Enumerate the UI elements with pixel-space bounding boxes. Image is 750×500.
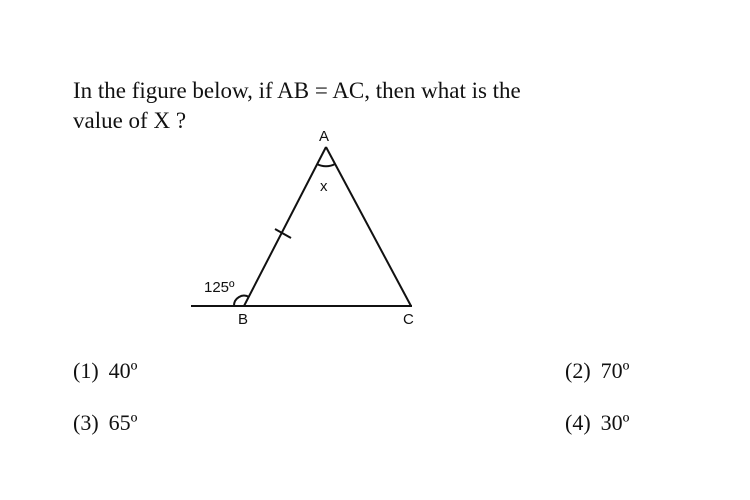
question-line-2: value of X ?: [73, 108, 187, 133]
exterior-angle-label: 125º: [204, 279, 235, 296]
option-4-number: (4): [565, 410, 591, 435]
side-ac: [326, 147, 411, 306]
option-2-value: 70º: [600, 358, 630, 383]
option-3[interactable]: [73, 410, 137, 436]
option-4-value: 30º: [600, 410, 630, 435]
option-4[interactable]: [565, 410, 629, 436]
option-1-number: (1): [73, 358, 99, 383]
vertex-label-c: C: [403, 311, 414, 328]
option-3-value: 65º: [108, 410, 138, 435]
option-2-number: (2): [565, 358, 591, 383]
option-3-number: (3): [73, 410, 99, 435]
side-ab: [244, 147, 326, 306]
option-2[interactable]: [565, 358, 629, 384]
question-line-1: In the figure below, if AB = AC, then what is the: [73, 78, 521, 103]
option-1-value: 40º: [108, 358, 138, 383]
angle-arc-a: [317, 164, 335, 166]
vertex-label-a: A: [319, 128, 330, 145]
option-1[interactable]: [73, 358, 137, 384]
vertex-label-b: B: [238, 311, 249, 328]
angle-label-x: x: [320, 178, 328, 195]
